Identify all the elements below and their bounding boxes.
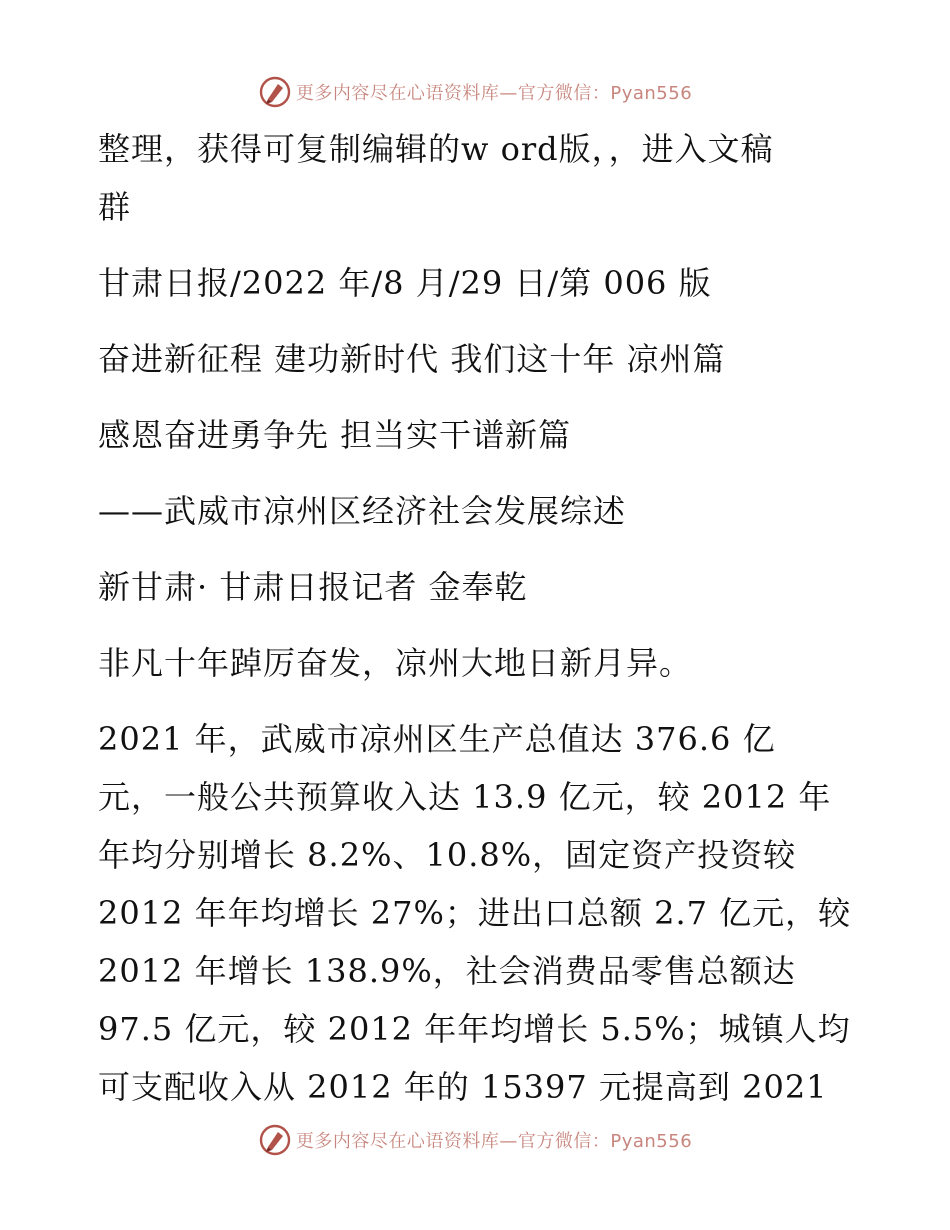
body-line: 97.5 亿元，较 2012 年年均增长 5.5%；城镇人均 [98,1010,851,1048]
watermark-text: 更多内容尽在心语资料库—官方微信：Pyan556 [295,1131,693,1152]
header-watermark [0,72,950,112]
body-line: 2012 年增长 138.9%，社会消费品零售总额达 [98,952,796,990]
document-body [98,120,858,1116]
pen-nib-circle-icon [258,1123,292,1157]
intro-line: 整理，获得可复制编辑的w ord版，，进入文稿 [98,130,774,168]
source-line: 甘肃日报/2022 年/8 月/29 日/第 006 版 [98,264,712,302]
intro-line: 群 [98,188,132,226]
footer-watermark [0,1120,950,1160]
article-title: 感恩奋进勇争先 担当实干谱新篇 [98,416,572,454]
article-subtitle: ——武威市凉州区经济社会发展综述 [98,492,627,530]
body-line: 2012 年年均增长 27%；进出口总额 2.7 亿元，较 [98,894,852,932]
body-line: 可支配收入从 2012 年的 15397 元提高到 2021 [98,1068,828,1106]
column-heading: 奋进新征程 建功新时代 我们这十年 凉州篇 [98,340,726,378]
body-line: 2021 年，武威市凉州区生产总值达 376.6 亿 [98,720,776,758]
pen-nib-circle-icon [258,75,292,109]
body-line: 年均分别增长 8.2%、10.8%，固定资产投资较 [98,836,797,874]
byline: 新甘肃· 甘肃日报记者 金奉乾 [98,568,528,606]
lead-paragraph: 非凡十年踔厉奋发，凉州大地日新月异。 [98,644,693,682]
body-line: 元，一般公共预算收入达 13.9 亿元，较 2012 年 [98,778,832,816]
watermark-text: 更多内容尽在心语资料库—官方微信：Pyan556 [295,83,693,104]
